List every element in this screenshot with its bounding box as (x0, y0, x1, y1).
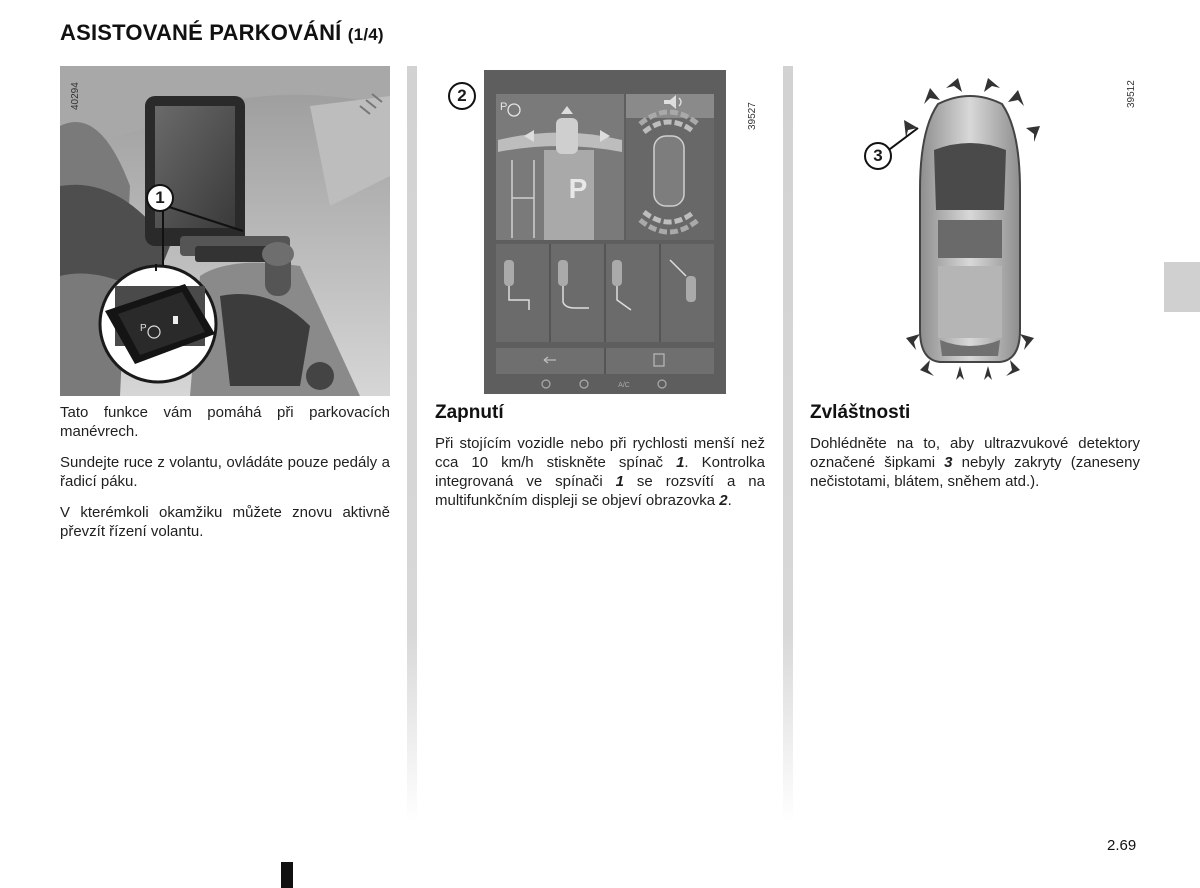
col2-paragraph: Při stojícím vozidle nebo při rychlosti menší než cca 10 km/h stiskněte spínač 1. Kontrolka integrovaná ve spínači 1 se rozsvítí a na multifunkčním displeji se objeví obrazovka 2. (435, 435, 765, 509)
figure-car-sensors (880, 70, 1060, 394)
figure-code-3: 39512 (1126, 80, 1137, 108)
col3-heading: Zvláštnosti (810, 402, 911, 423)
col1-paragraph-1: Tato funkce vám pomáhá při parkovacích manévrech. (60, 404, 390, 440)
car-topview-illustration (880, 70, 1060, 394)
callout-2: 2 (448, 82, 476, 110)
col2-heading: Zapnutí (435, 402, 504, 423)
parking-p-label: P (568, 173, 588, 204)
svg-text:P: P (140, 323, 147, 334)
col3-paragraph: Dohlédněte na to, aby ultrazvukové detektory označené šipkami 3 nebyly zakryty (zaneseny nečistotami, blátem, sněhem atd.). (810, 435, 1140, 490)
ac-label: A/C (618, 382, 630, 389)
figure-code-1: 40294 (70, 82, 81, 110)
callout-3: 3 (864, 142, 892, 170)
column-divider-left (407, 66, 417, 822)
page-title: ASISTOVANÉ PARKOVÁNÍ (1/4) (60, 20, 384, 45)
col1-text (60, 403, 390, 553)
column-divider-right (783, 66, 793, 822)
col2-text (435, 434, 765, 522)
display-illustration (484, 70, 726, 394)
chapter-thumb-tab (1164, 262, 1200, 312)
svg-text:P: P (500, 101, 508, 113)
col1-paragraph-3: V kterémkoli okamžiku můžete znovu aktivně převzít řízení volantu. (60, 504, 390, 540)
callout-1: 1 (146, 184, 174, 212)
col1-paragraph-2: Sundejte ruce z volantu, ovládáte pouze pedály a řadicí páku. (60, 454, 390, 490)
dashboard-illustration (60, 66, 390, 396)
figure-code-2: 39527 (747, 102, 758, 130)
col3-text (810, 434, 1140, 503)
figure-parking-display (484, 70, 726, 394)
figure-dashboard-switch (60, 66, 390, 396)
page-number: 2.69 (1107, 837, 1137, 854)
footer-registration-mark (281, 862, 293, 888)
